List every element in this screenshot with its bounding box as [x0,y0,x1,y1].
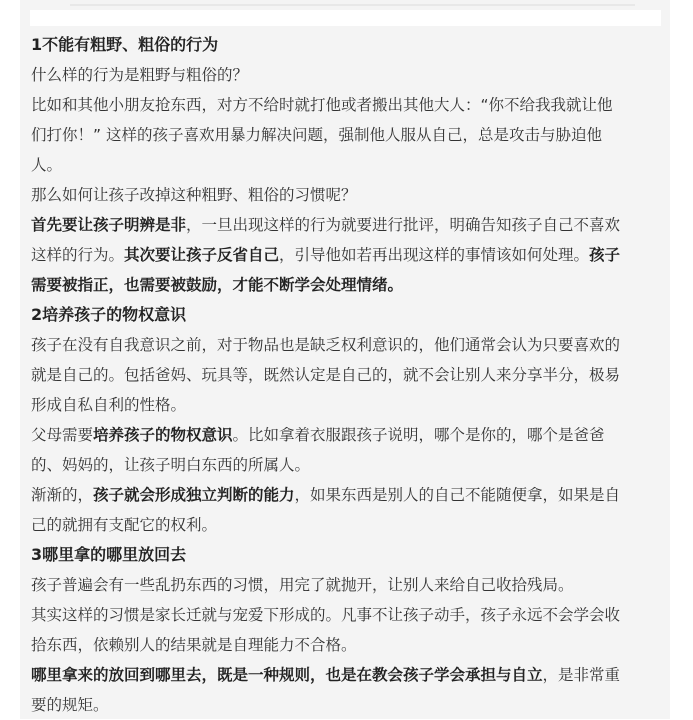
paragraph-line [31,150,663,180]
text: 己的就拥有支配它的权利。 [31,516,218,534]
bold-text: 孩子就会形成独立判断的能力 [93,486,295,504]
text: 的、妈妈的，让孩子明白东西的所属人。 [31,456,311,474]
section-heading: 2培养孩子的物权意识 [31,305,187,324]
bold-text: 哪里拿来的放回到哪里去，既是一种规则，也是在教会孩子学会承担与自立 [31,666,543,684]
text: 人。 [31,156,63,174]
section-heading: 3哪里拿的哪里放回去 [31,545,187,564]
bold-text: 孩子 [589,246,621,264]
text: 父母需要 [31,426,94,444]
paragraph-line [31,90,663,120]
bold-text: 其次要让孩子反省自己 [124,246,280,264]
paragraph-line [31,630,663,660]
text: 拾东西，依赖别人的结果就是自理能力不合格。 [31,636,357,654]
paragraph-line [31,570,663,600]
paragraph-line [31,60,663,90]
text: 就是自己的。包括爸妈、玩具等，既然认定是自己的，就不会让别人来分享半分，极易 [31,366,621,384]
section-heading: 1不能有粗野、粗俗的行为 [31,35,219,54]
text: 渐渐的， [31,486,94,504]
text: 这样的行为。 [31,246,125,264]
paragraph-line [31,480,663,510]
text: 其实这样的习惯是家长迁就与宠爱下形成的。凡事不让孩子动手，孩子永远不会学会收 [31,606,621,624]
text: 孩子普遍会有一些乱扔东西的习惯，用完了就抛开，让别人来给自己收拾残局。 [31,576,574,594]
paragraph-line [31,360,663,390]
text: 孩子在没有自我意识之前，对于物品也是缺乏权利意识的，他们通常会认为只要喜欢的 [31,336,621,354]
paragraph-line [31,690,663,720]
bold-text: 首先要让孩子明辨是非 [31,216,187,234]
top-divider [70,4,635,6]
article-body [31,30,663,720]
paragraph-line [31,210,663,240]
paragraph-line [31,390,663,420]
text: ，是非常重 [542,666,621,684]
text: 那么如何让孩子改掉这种粗野、粗俗的习惯呢？ [31,186,357,204]
text: 比如和其他小朋友抢东西，对方不给时就打他或者搬出其他大人：“你不给我我就让他 [31,96,613,114]
paragraph-line [31,600,663,630]
text: ，引导他如若再出现这样的事情该如何处理。 [279,246,590,264]
top-bar [30,10,661,26]
text: 什么样的行为是粗野与粗俗的？ [31,66,249,84]
paragraph-line [31,660,663,690]
text: 。比如拿着衣服跟孩子说明，哪个是你的，哪个是爸爸 [232,426,605,444]
paragraph-line [31,180,663,210]
paragraph-line [31,240,663,270]
text: ，一旦出现这样的行为就要进行批评，明确告知孩子自己不喜欢 [186,216,621,234]
paragraph-line [31,450,663,480]
text: 要的规矩。 [31,696,109,714]
paragraph-line [31,510,663,540]
paragraph-line [31,330,663,360]
paragraph-line [31,420,663,450]
bold-text: 培养孩子的物权意识 [93,426,233,444]
text: 形成自私自利的性格。 [31,396,187,414]
paragraph-line [31,120,663,150]
bold-text: 需要被指正，也需要被鼓励，才能不断学会处理情绪。 [31,276,404,294]
text: 们打你！” 这样的孩子喜欢用暴力解决问题，强制他人服从自己，总是攻击与胁迫他 [31,126,602,144]
paragraph-line [31,270,663,300]
text: ，如果东西是别人的自己不能随便拿，如果是自 [294,486,621,504]
